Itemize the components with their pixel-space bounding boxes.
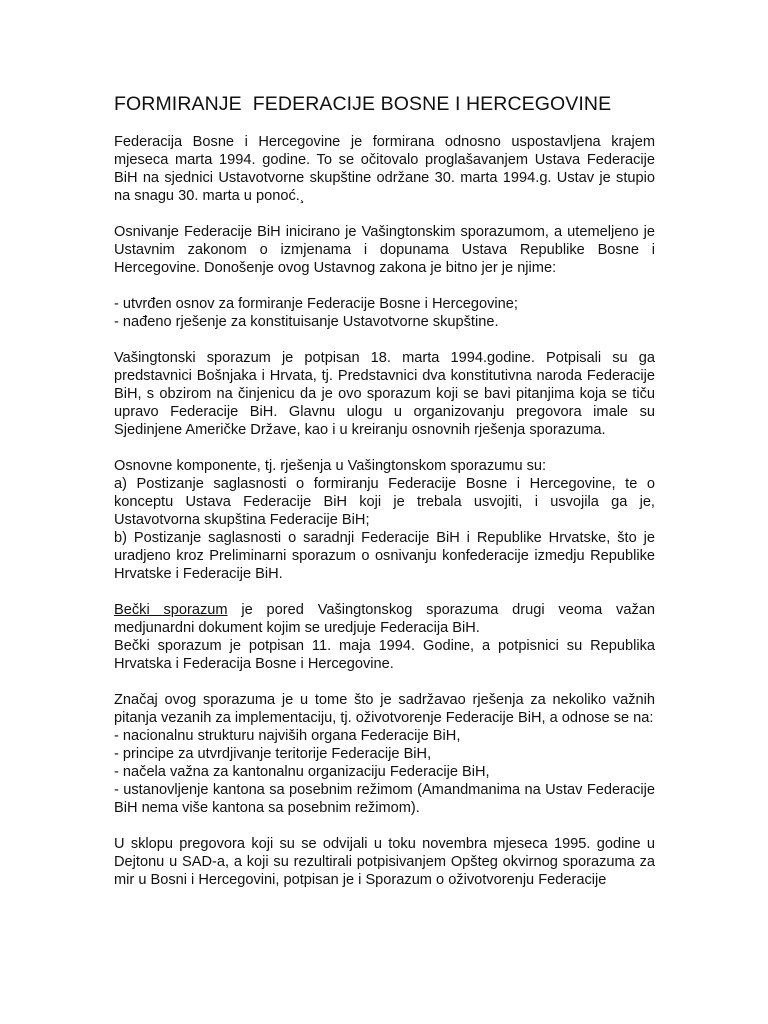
paragraph-components bbox=[114, 457, 655, 583]
vienna-agreement-text: je pored Vašingtonskog sporazuma drugi veoma važan medjunardni dokument kojim se uredjuje Federacija BiH. bbox=[114, 602, 655, 636]
document-body bbox=[114, 133, 655, 889]
list-item: - utvrđen osnov za formiranje Federacije Bosne i Hercegovine; bbox=[114, 296, 518, 312]
paragraph-federation-formation: Federacija Bosne i Hercegovine je formirana odnosno uspostavljena krajem mjeseca marta 1994. godine. To se očitovalo proglašavanjem Ustava Federacije BiH na sjednici Ustavotvorne skupštine održane 30. marta 1994.g. Ustav je stupio na snagu 30. marta u ponoć.¸ bbox=[114, 134, 655, 204]
list-item: - nacionalnu strukturu najviših organa Federacije BiH, bbox=[114, 728, 461, 744]
significance-intro: Značaj ovog sporazuma je u tome što je sadržavao rješenja za nekoliko važnih pitanja vezanih za implementaciju, tj. oživotvorenje Federacije BiH, a odnose se na: bbox=[114, 692, 655, 726]
list-item: - principe za utvrdjivanje teritorije Federacije BiH, bbox=[114, 746, 432, 762]
component-b: b) Postizanje saglasnosti o saradnji Federacije BiH i Republike Hrvatske, što je uradjeno kroz Preliminarni sporazum o osnivanju konfederacije izmedju Republike Hrvatske i Federacije BiH. bbox=[114, 530, 655, 582]
components-intro: Osnovne komponente, tj. rješenja u Vašingtonskom sporazumu su: bbox=[114, 458, 547, 474]
paragraph-washington-agreement: Vašingtonski sporazum je potpisan 18. marta 1994.godine. Potpisali su ga predstavnici Bošnjaka i Hrvata, tj. Predstavnici dva konstitutivna naroda Federacije BiH, s obzirom na činjenicu da je ovo sporazum koji se bavi pitanjima koja se tiču upravo Federacije BiH. Glavnu ulogu u organizovanju pregovora imale su Sjedinjene Američke Države, kao i u kreiranju osnovnih rješenja sporazuma. bbox=[114, 350, 655, 438]
list-item: - ustanovljenje kantona sa posebnim režimom (Amandmanima na Ustav Federacije BiH nema više kantona sa posebnim režimom). bbox=[114, 782, 655, 816]
paragraph-dayton: U sklopu pregovora koji su se odvijali u toku novembra mjeseca 1995. godine u Dejtonu u SAD-a, a koji su rezultirali potpisivanjem Opšteg okvirnog sporazuma za mir u Bosni i Hercegovini, potpisan je i Sporazum o oživotvorenju Federacije bbox=[114, 836, 655, 888]
list-item: - nađeno rješenje za konstituisanje Ustavotvorne skupštine. bbox=[114, 314, 499, 330]
paragraph-vienna-agreement bbox=[114, 601, 655, 673]
paragraph-significance bbox=[114, 691, 655, 817]
document-title: FORMIRANJE FEDERACIJE BOSNE I HERCEGOVINE bbox=[114, 93, 612, 115]
list-law-outcomes bbox=[114, 295, 655, 331]
vienna-agreement-link[interactable]: Bečki sporazum bbox=[114, 602, 228, 618]
list-item: - načela važna za kantonalnu organizaciju Federacije BiH, bbox=[114, 764, 490, 780]
vienna-agreement-signing: Bečki sporazum je potpisan 11. maja 1994. Godine, a potpisnici su Republika Hrvatska i Federacija Bosne i Hercegovine. bbox=[114, 638, 655, 672]
paragraph-washington-initiation: Osnivanje Federacije BiH inicirano je Vašingtonskim sporazumom, a utemeljeno je Ustavnim zakonom o izmjenama i dopunama Ustava Republike Bosne i Hercegovine. Donošenje ovog Ustavnog zakona je bitno jer je njime: bbox=[114, 224, 655, 276]
component-a: a) Postizanje saglasnosti o formiranju Federacije Bosne i Hercegovine, te o konceptu Ustava Federacije BiH koji je trebala usvojiti, i usvojila ga je, Ustavotvorna skupština Federacije BiH; bbox=[114, 476, 655, 528]
